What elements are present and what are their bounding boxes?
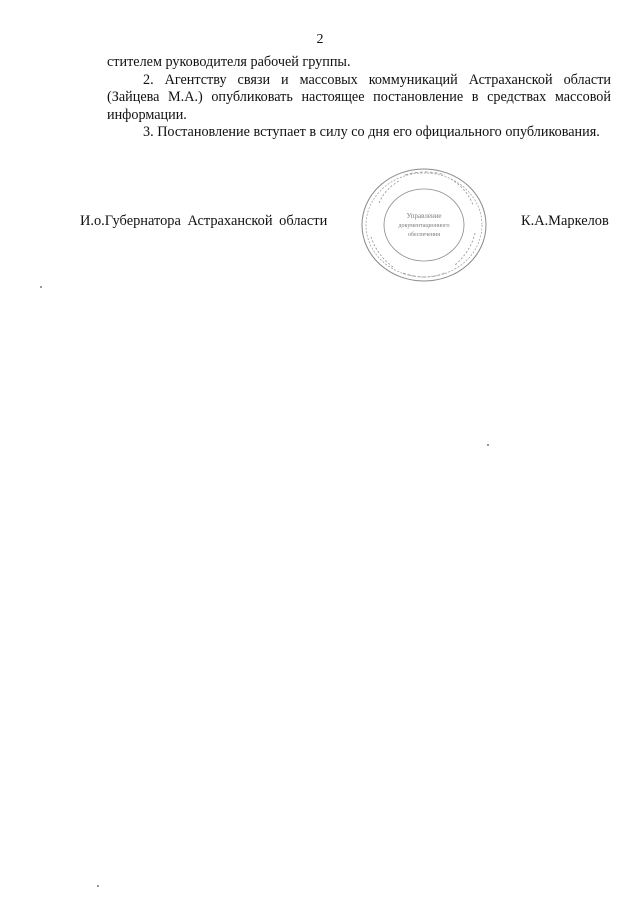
page-number: 2 [316,32,324,47]
paragraph-continuation: стителем руководителя рабочей группы. [107,54,351,70]
seal-text-line-3: обеспечения [407,232,441,238]
signature-block [0,213,640,235]
scan-speck [40,286,42,288]
paragraph-item-2: 2. Агентству связи и массовых коммуникаций Астраханской области (Зайцева М.А.) опубликовать настоящее постановление в средствах массовой информации. [107,71,611,123]
document-body [107,54,611,142]
official-seal-stamp [357,163,491,287]
seal-text-line-1: Управление [406,212,442,220]
signatory-name: К.А.Маркелов [521,213,609,229]
signatory-title: И.о.Губернатора Астраханской области [80,213,328,229]
scan-speck [97,885,99,887]
seal-text-line-2: документационного [398,223,450,229]
scan-speck [487,444,489,446]
paragraph-item-3: 3. Постановление вступает в силу со дня его официального опубликования. [143,124,600,140]
